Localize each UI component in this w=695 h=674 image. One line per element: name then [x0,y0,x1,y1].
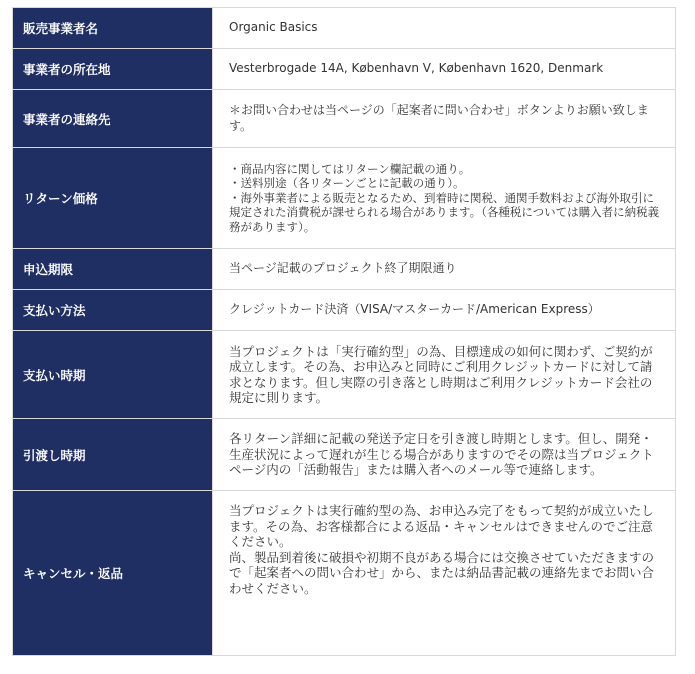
table-row [13,249,676,290]
row-value [213,249,676,290]
row-value [213,331,676,419]
row-value [213,491,676,656]
value-line: Vesterbrogade 14A, København V, København 1620, Denmark [229,61,604,76]
value-line: 当ページ記載のプロジェクト終了期限通り [229,261,457,276]
value-line: 尚、製品到着後に破損や初期不良がある場合には交換させていただきますので「起案者への問い合わせ」から、または納品書記載の連絡先までお問い合わせください。 [229,549,655,596]
value-line: クレジットカード決済（VISA/マスターカード/American Express） [229,302,600,317]
row-label: 支払い方法 [13,290,213,331]
row-value [213,90,676,148]
table-row [13,290,676,331]
row-value [213,49,676,90]
table-row [13,8,676,49]
row-label: リターン価格 [13,148,213,249]
row-label: 事業者の所在地 [13,49,213,90]
table-row [13,491,676,656]
row-label: 申込期限 [13,249,213,290]
value-line: Organic Basics [229,20,318,35]
value-line: ・海外事業者による販売となるため、到着時に関税、通関手数料および海外取引に規定された消費税が課せられる場合があります。（各種税については購入者に納税義務があります）。 [229,190,660,234]
table-row [13,148,676,249]
table-row [13,419,676,491]
value-line: 各リターン詳細に記載の発送予定日を引き渡し時期とします。但し、開発・生産状況によって遅れが生じる場合がありますのでその際は当プロジェクトページ内の「活動報告」または購入者へのメール等で連絡します。 [229,431,654,478]
row-label: 販売事業者名 [13,8,213,49]
value-line: 当プロジェクトは実行確約型の為、お申込み完了をもって契約が成立いたします。その為、お客様都合による返品・キャンセルはできませんのでご注意ください。 [229,503,654,549]
table-row [13,90,676,148]
row-value [213,290,676,331]
row-value [213,148,676,249]
row-value [213,8,676,49]
value-line: ・商品内容に関してはリターン欄記載の通り。 [229,161,471,176]
table-row [13,331,676,419]
row-value [213,419,676,491]
row-label: 支払い時期 [13,331,213,419]
value-line: ＊お問い合わせは当ページの「起案者に問い合わせ」ボタンよりお願い致します。 [229,103,649,133]
info-table [12,7,676,656]
row-label: 事業者の連絡先 [13,90,213,148]
table-row [13,49,676,90]
row-label: キャンセル・返品 [13,491,213,656]
row-label: 引渡し時期 [13,419,213,491]
value-line: ・送料別途（各リターンごとに記載の通り）。 [229,176,465,191]
value-line: 当プロジェクトは「実行確約型」の為、目標達成の如何に関わず、ご契約が成立します。その為、お申込みと同時にご利用クレジットカードに対して請求となります。但し実際の引き落とし時期はご利用クレジットカード会社の規定に則ります。 [229,343,653,405]
